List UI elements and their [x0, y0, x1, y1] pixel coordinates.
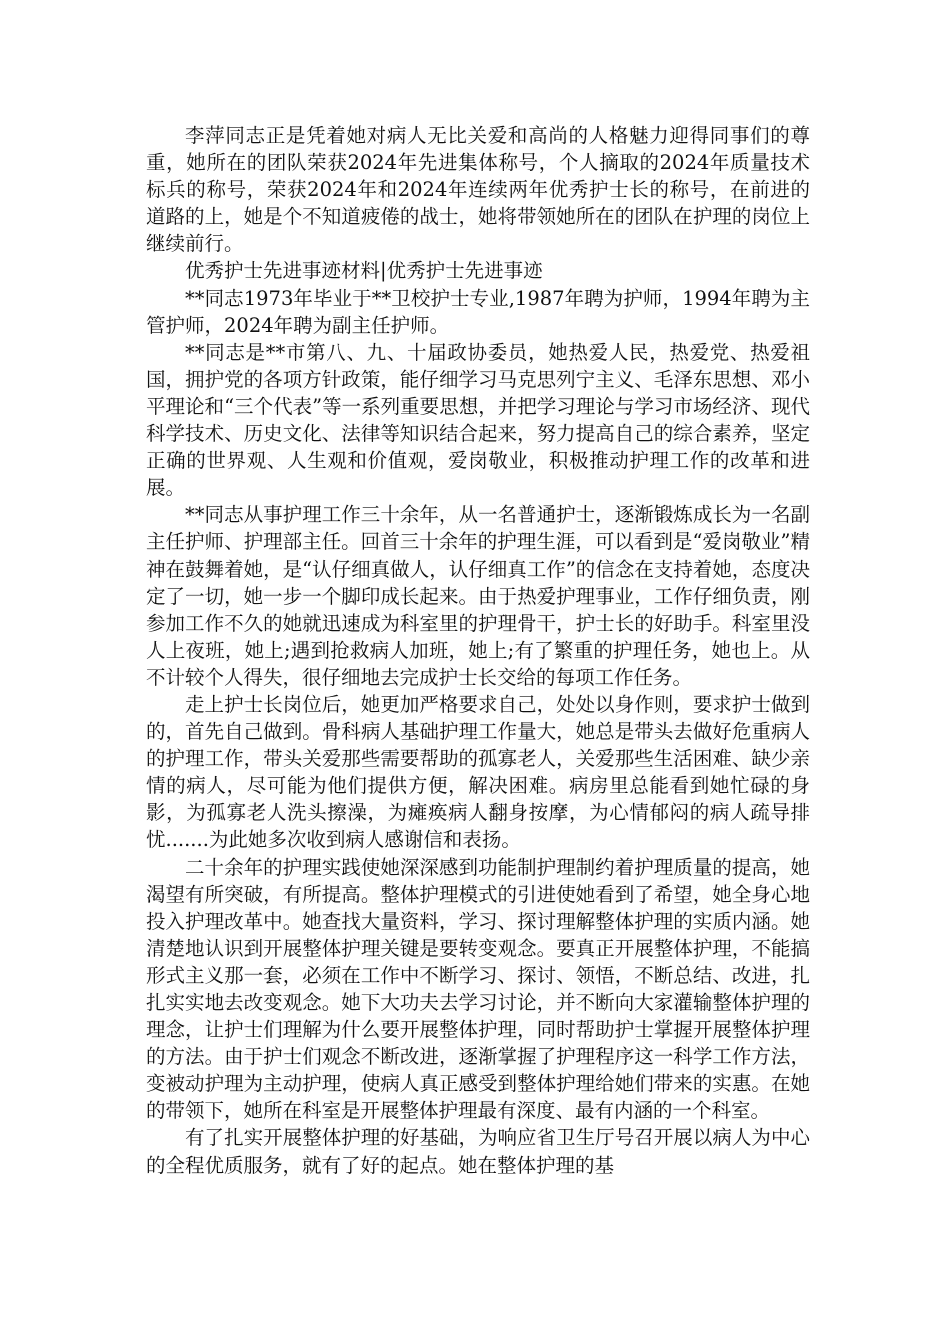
- paragraph-4: **同志从事护理工作三十余年，从一名普通护士，逐渐锻炼成长为一名副主任护师、护理部主任。回首三十余年的护理生涯，可以看到是“爱岗敬业”精神在鼓舞着她，是“认仔细真做人，认仔细真工作”的信念在支持着她，态度决定了一切，她一步一个脚印成长起来。由于热爱护理事业，工作仔细负责，刚参加工作不久的她就迅速成为科室里的护理骨干，护士长的好助手。科室里没人上夜班，她上;遇到抢救病人加班，她上;有了繁重的护理任务，她也上。从不计较个人得失，很仔细地去完成护士长交给的每项工作任务。: [146, 503, 810, 689]
- paragraph-6: 二十余年的护理实践使她深深感到功能制护理制约着护理质量的提高，她渴望有所突破，有所提高。整体护理模式的引进使她看到了希望，她全身心地投入护理改革中。她查找大量资料，学习、探讨理解整体护理的实质内涵。她清楚地认识到开展整体护理关键是要转变观念。要真正开展整体护理，不能搞形式主义那一套，必须在工作中不断学习、探讨、领悟，不断总结、改进，扎扎实实地去改变观念。她下大功夫去学习讨论，并不断向大家灌输整体护理的理念，让护士们理解为什么要开展整体护理，同时帮助护士掌握开展整体护理的方法。由于护士们观念不断改进，逐渐掌握了护理程序这一科学工作方法，变被动护理为主动护理，使病人真正感受到整体护理给她们带来的实惠。在她的带领下，她所在科室是开展整体护理最有深度、最有内涵的一个科室。: [146, 855, 810, 1123]
- section-heading: 优秀护士先进事迹材料|优秀护士先进事迹: [185, 259, 543, 283]
- document-body: [146, 122, 810, 1179]
- paragraph-1: 李萍同志正是凭着她对病人无比关爱和高尚的人格魅力迎得同事们的尊重，她所在的团队荣获2024年先进集体称号，个人摘取的2024年质量技术标兵的称号，荣获2024年和2024年连续两年优秀护士长的称号，在前进的道路的上，她是个不知道疲倦的战士，她将带领她所在的团队在护理的岗位上继续前行。: [146, 124, 810, 256]
- paragraph-2: **同志1973年毕业于**卫校护士专业,1987年聘为护师，1994年聘为主管护师，2024年聘为副主任护师。: [146, 286, 810, 337]
- paragraph-5: 走上护士长岗位后，她更加严格要求自己，处处以身作则，要求护士做到的，首先自己做到。骨科病人基础护理工作量大，她总是带头去做好危重病人的护理工作，带头关爱那些需要帮助的孤寡老人，关爱那些生活困难、缺少亲情的病人，尽可能为他们提供方便，解决困难。病房里总能看到她忙碌的身影，为孤寡老人洗头擦澡，为瘫痪病人翻身按摩，为心情郁闷的病人疏导排忧.......为此她多次收到病人感谢信和表扬。: [146, 692, 810, 852]
- paragraph-7: 有了扎实开展整体护理的好基础，为响应省卫生厅号召开展以病人为中心的全程优质服务，就有了好的起点。她在整体护理的基: [146, 1126, 810, 1177]
- paragraph-3: **同志是**市第八、九、十届政协委员，她热爱人民，热爱党、热爱祖国，拥护党的各项方针政策，能仔细学习马克思列宁主义、毛泽东思想、邓小平理论和“三个代表”等一系列重要思想，并把学习理论与学习市场经济、现代科学技术、历史文化、法律等知识结合起来，努力提高自己的综合素养，坚定正确的世界观、人生观和价值观，爱岗敬业，积极推动护理工作的改革和进展。: [146, 340, 810, 500]
